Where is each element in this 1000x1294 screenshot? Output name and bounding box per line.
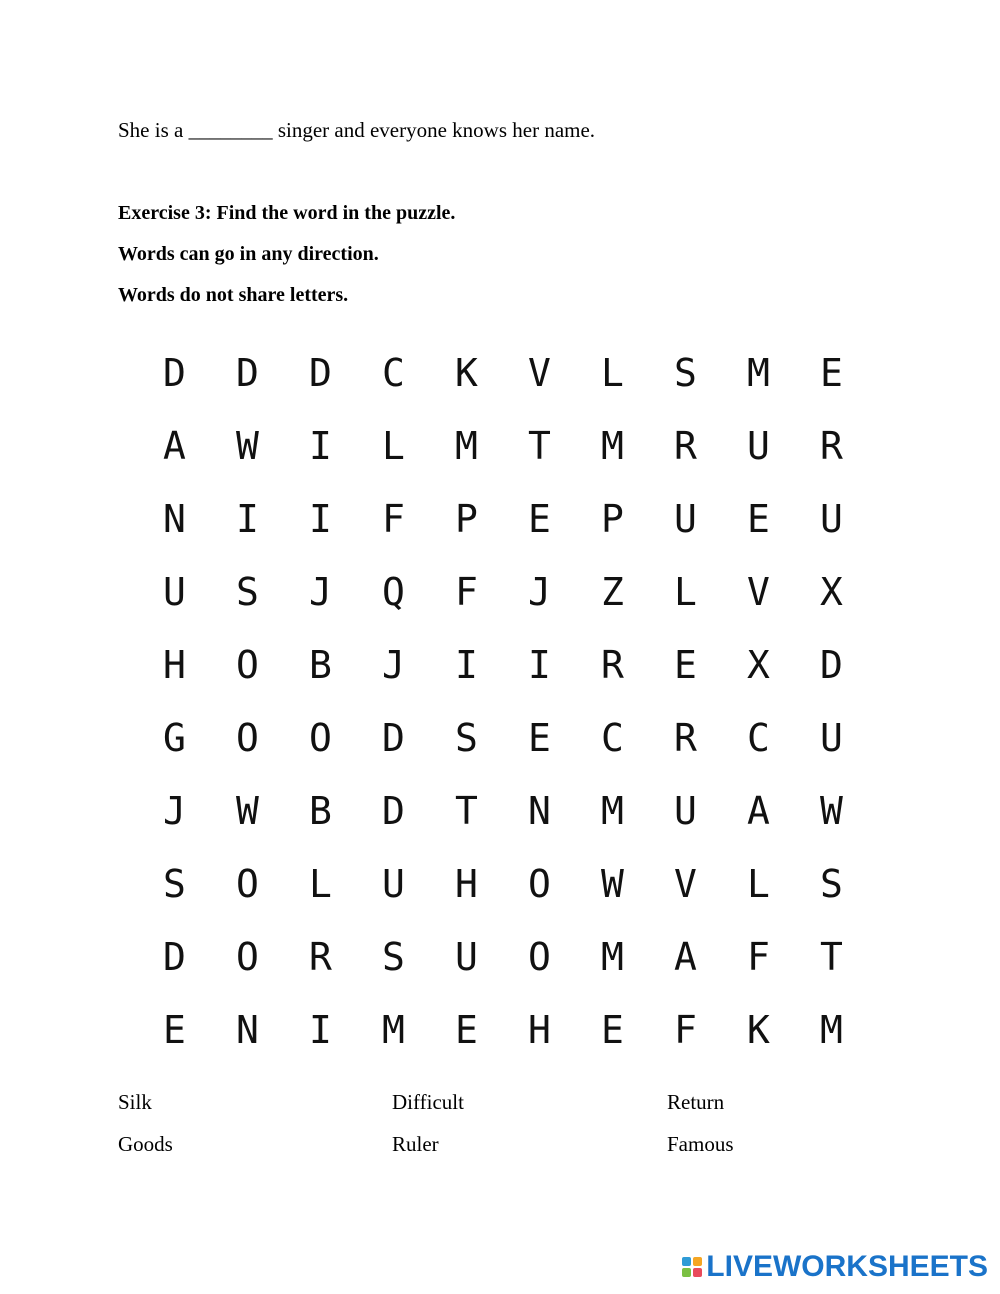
puzzle-letter[interactable]: W	[236, 423, 259, 468]
instruction-share: Words do not share letters.	[118, 284, 349, 306]
puzzle-letter[interactable]: L	[382, 423, 405, 468]
puzzle-letter[interactable]: V	[674, 861, 697, 906]
puzzle-letter[interactable]: L	[674, 569, 697, 614]
puzzle-letter[interactable]: U	[163, 569, 186, 614]
puzzle-letter[interactable]: F	[747, 934, 770, 979]
puzzle-letter[interactable]: A	[747, 788, 770, 833]
puzzle-letter[interactable]: S	[163, 861, 186, 906]
puzzle-letter[interactable]: U	[747, 423, 770, 468]
puzzle-letter[interactable]: F	[455, 569, 478, 614]
puzzle-letter[interactable]: I	[455, 642, 478, 687]
puzzle-letter[interactable]: E	[455, 1007, 478, 1052]
puzzle-letter[interactable]: K	[455, 350, 478, 395]
puzzle-letter[interactable]: L	[309, 861, 332, 906]
instruction-direction: Words can go in any direction.	[118, 243, 379, 265]
puzzle-letter[interactable]: E	[820, 350, 843, 395]
word-list-item: Difficult	[392, 1090, 464, 1114]
puzzle-letter[interactable]: V	[747, 569, 770, 614]
puzzle-letter[interactable]: J	[309, 569, 332, 614]
puzzle-letter[interactable]: U	[455, 934, 478, 979]
liveworksheets-logo	[682, 1250, 988, 1284]
puzzle-letter[interactable]: D	[309, 350, 332, 395]
puzzle-letter[interactable]: C	[601, 715, 624, 760]
puzzle-letter[interactable]: W	[820, 788, 843, 833]
puzzle-letter[interactable]: P	[455, 496, 478, 541]
puzzle-letter[interactable]: U	[674, 788, 697, 833]
puzzle-letter[interactable]: T	[820, 934, 843, 979]
puzzle-letter[interactable]: F	[674, 1007, 697, 1052]
puzzle-letter[interactable]: U	[820, 715, 843, 760]
puzzle-letter[interactable]: M	[601, 934, 624, 979]
puzzle-letter[interactable]: M	[601, 423, 624, 468]
puzzle-letter[interactable]: H	[163, 642, 186, 687]
puzzle-letter[interactable]: O	[309, 715, 332, 760]
puzzle-letter[interactable]: N	[236, 1007, 259, 1052]
puzzle-letter[interactable]: J	[163, 788, 186, 833]
puzzle-letter[interactable]: S	[236, 569, 259, 614]
puzzle-letter[interactable]: T	[528, 423, 551, 468]
puzzle-letter[interactable]: I	[236, 496, 259, 541]
puzzle-letter[interactable]: L	[747, 861, 770, 906]
puzzle-letter[interactable]: D	[163, 350, 186, 395]
puzzle-letter[interactable]: M	[820, 1007, 843, 1052]
puzzle-letter[interactable]: D	[163, 934, 186, 979]
puzzle-letter[interactable]: U	[674, 496, 697, 541]
puzzle-letter[interactable]: D	[382, 715, 405, 760]
puzzle-letter[interactable]: U	[820, 496, 843, 541]
word-list-item: Silk	[118, 1090, 152, 1114]
puzzle-letter[interactable]: I	[309, 423, 332, 468]
fill-in-sentence: She is a ________ singer and everyone knows her name.	[118, 118, 596, 142]
puzzle-letter[interactable]: P	[601, 496, 624, 541]
puzzle-letter[interactable]: N	[163, 496, 186, 541]
puzzle-letter[interactable]: R	[601, 642, 624, 687]
puzzle-letter[interactable]: R	[309, 934, 332, 979]
brand-text: LIVEWORKSHEETS	[706, 1250, 988, 1283]
puzzle-letter[interactable]: S	[674, 350, 697, 395]
puzzle-letter[interactable]: L	[601, 350, 624, 395]
puzzle-letter[interactable]: O	[236, 861, 259, 906]
puzzle-letter[interactable]: S	[382, 934, 405, 979]
puzzle-letter[interactable]: Q	[382, 569, 405, 614]
puzzle-letter[interactable]: B	[309, 788, 332, 833]
puzzle-letter[interactable]: T	[455, 788, 478, 833]
puzzle-letter[interactable]: W	[236, 788, 259, 833]
puzzle-letter[interactable]: O	[528, 861, 551, 906]
puzzle-letter[interactable]: H	[455, 861, 478, 906]
puzzle-letter[interactable]: D	[236, 350, 259, 395]
puzzle-letter[interactable]: D	[820, 642, 843, 687]
word-list-item: Ruler	[392, 1132, 439, 1156]
puzzle-letter[interactable]: B	[309, 642, 332, 687]
puzzle-letter[interactable]: U	[382, 861, 405, 906]
puzzle-letter[interactable]: R	[820, 423, 843, 468]
puzzle-letter[interactable]: E	[163, 1007, 186, 1052]
puzzle-letter[interactable]: G	[163, 715, 186, 760]
word-list	[118, 1090, 918, 1174]
puzzle-letter[interactable]: E	[747, 496, 770, 541]
puzzle-letter[interactable]: O	[236, 715, 259, 760]
puzzle-letter[interactable]: M	[747, 350, 770, 395]
logo-icon	[682, 1257, 702, 1277]
puzzle-letter[interactable]: H	[528, 1007, 551, 1052]
puzzle-letter[interactable]: E	[528, 496, 551, 541]
puzzle-letter[interactable]: C	[382, 350, 405, 395]
puzzle-letter[interactable]: I	[309, 496, 332, 541]
puzzle-letter[interactable]: A	[163, 423, 186, 468]
puzzle-letter[interactable]: I	[528, 642, 551, 687]
word-list-item: Goods	[118, 1132, 173, 1156]
puzzle-letter[interactable]: A	[674, 934, 697, 979]
puzzle-letter[interactable]: O	[236, 934, 259, 979]
puzzle-letter[interactable]: E	[674, 642, 697, 687]
puzzle-letter[interactable]: I	[309, 1007, 332, 1052]
puzzle-letter[interactable]: J	[382, 642, 405, 687]
puzzle-letter[interactable]: C	[747, 715, 770, 760]
word-list-item: Famous	[667, 1132, 734, 1156]
puzzle-letter[interactable]: S	[820, 861, 843, 906]
puzzle-letter[interactable]: W	[601, 861, 624, 906]
exercise-title: Exercise 3: Find the word in the puzzle.	[118, 202, 456, 224]
puzzle-letter[interactable]: N	[528, 788, 551, 833]
puzzle-letter[interactable]: R	[674, 423, 697, 468]
word-search-grid[interactable]	[138, 336, 868, 1066]
puzzle-letter[interactable]: R	[674, 715, 697, 760]
puzzle-letter[interactable]: O	[236, 642, 259, 687]
puzzle-letter[interactable]: K	[747, 1007, 770, 1052]
puzzle-letter[interactable]: F	[382, 496, 405, 541]
puzzle-letter[interactable]: E	[528, 715, 551, 760]
puzzle-letter[interactable]: D	[382, 788, 405, 833]
puzzle-letter[interactable]: V	[528, 350, 551, 395]
puzzle-letter[interactable]: S	[455, 715, 478, 760]
puzzle-letter[interactable]: M	[601, 788, 624, 833]
puzzle-letter[interactable]: M	[455, 423, 478, 468]
puzzle-letter[interactable]: X	[747, 642, 770, 687]
puzzle-letter[interactable]: Z	[601, 569, 624, 614]
puzzle-letter[interactable]: E	[601, 1007, 624, 1052]
puzzle-letter[interactable]: M	[382, 1007, 405, 1052]
puzzle-letter[interactable]: X	[820, 569, 843, 614]
puzzle-letter[interactable]: O	[528, 934, 551, 979]
word-list-item: Return	[667, 1090, 725, 1114]
puzzle-letter[interactable]: J	[528, 569, 551, 614]
